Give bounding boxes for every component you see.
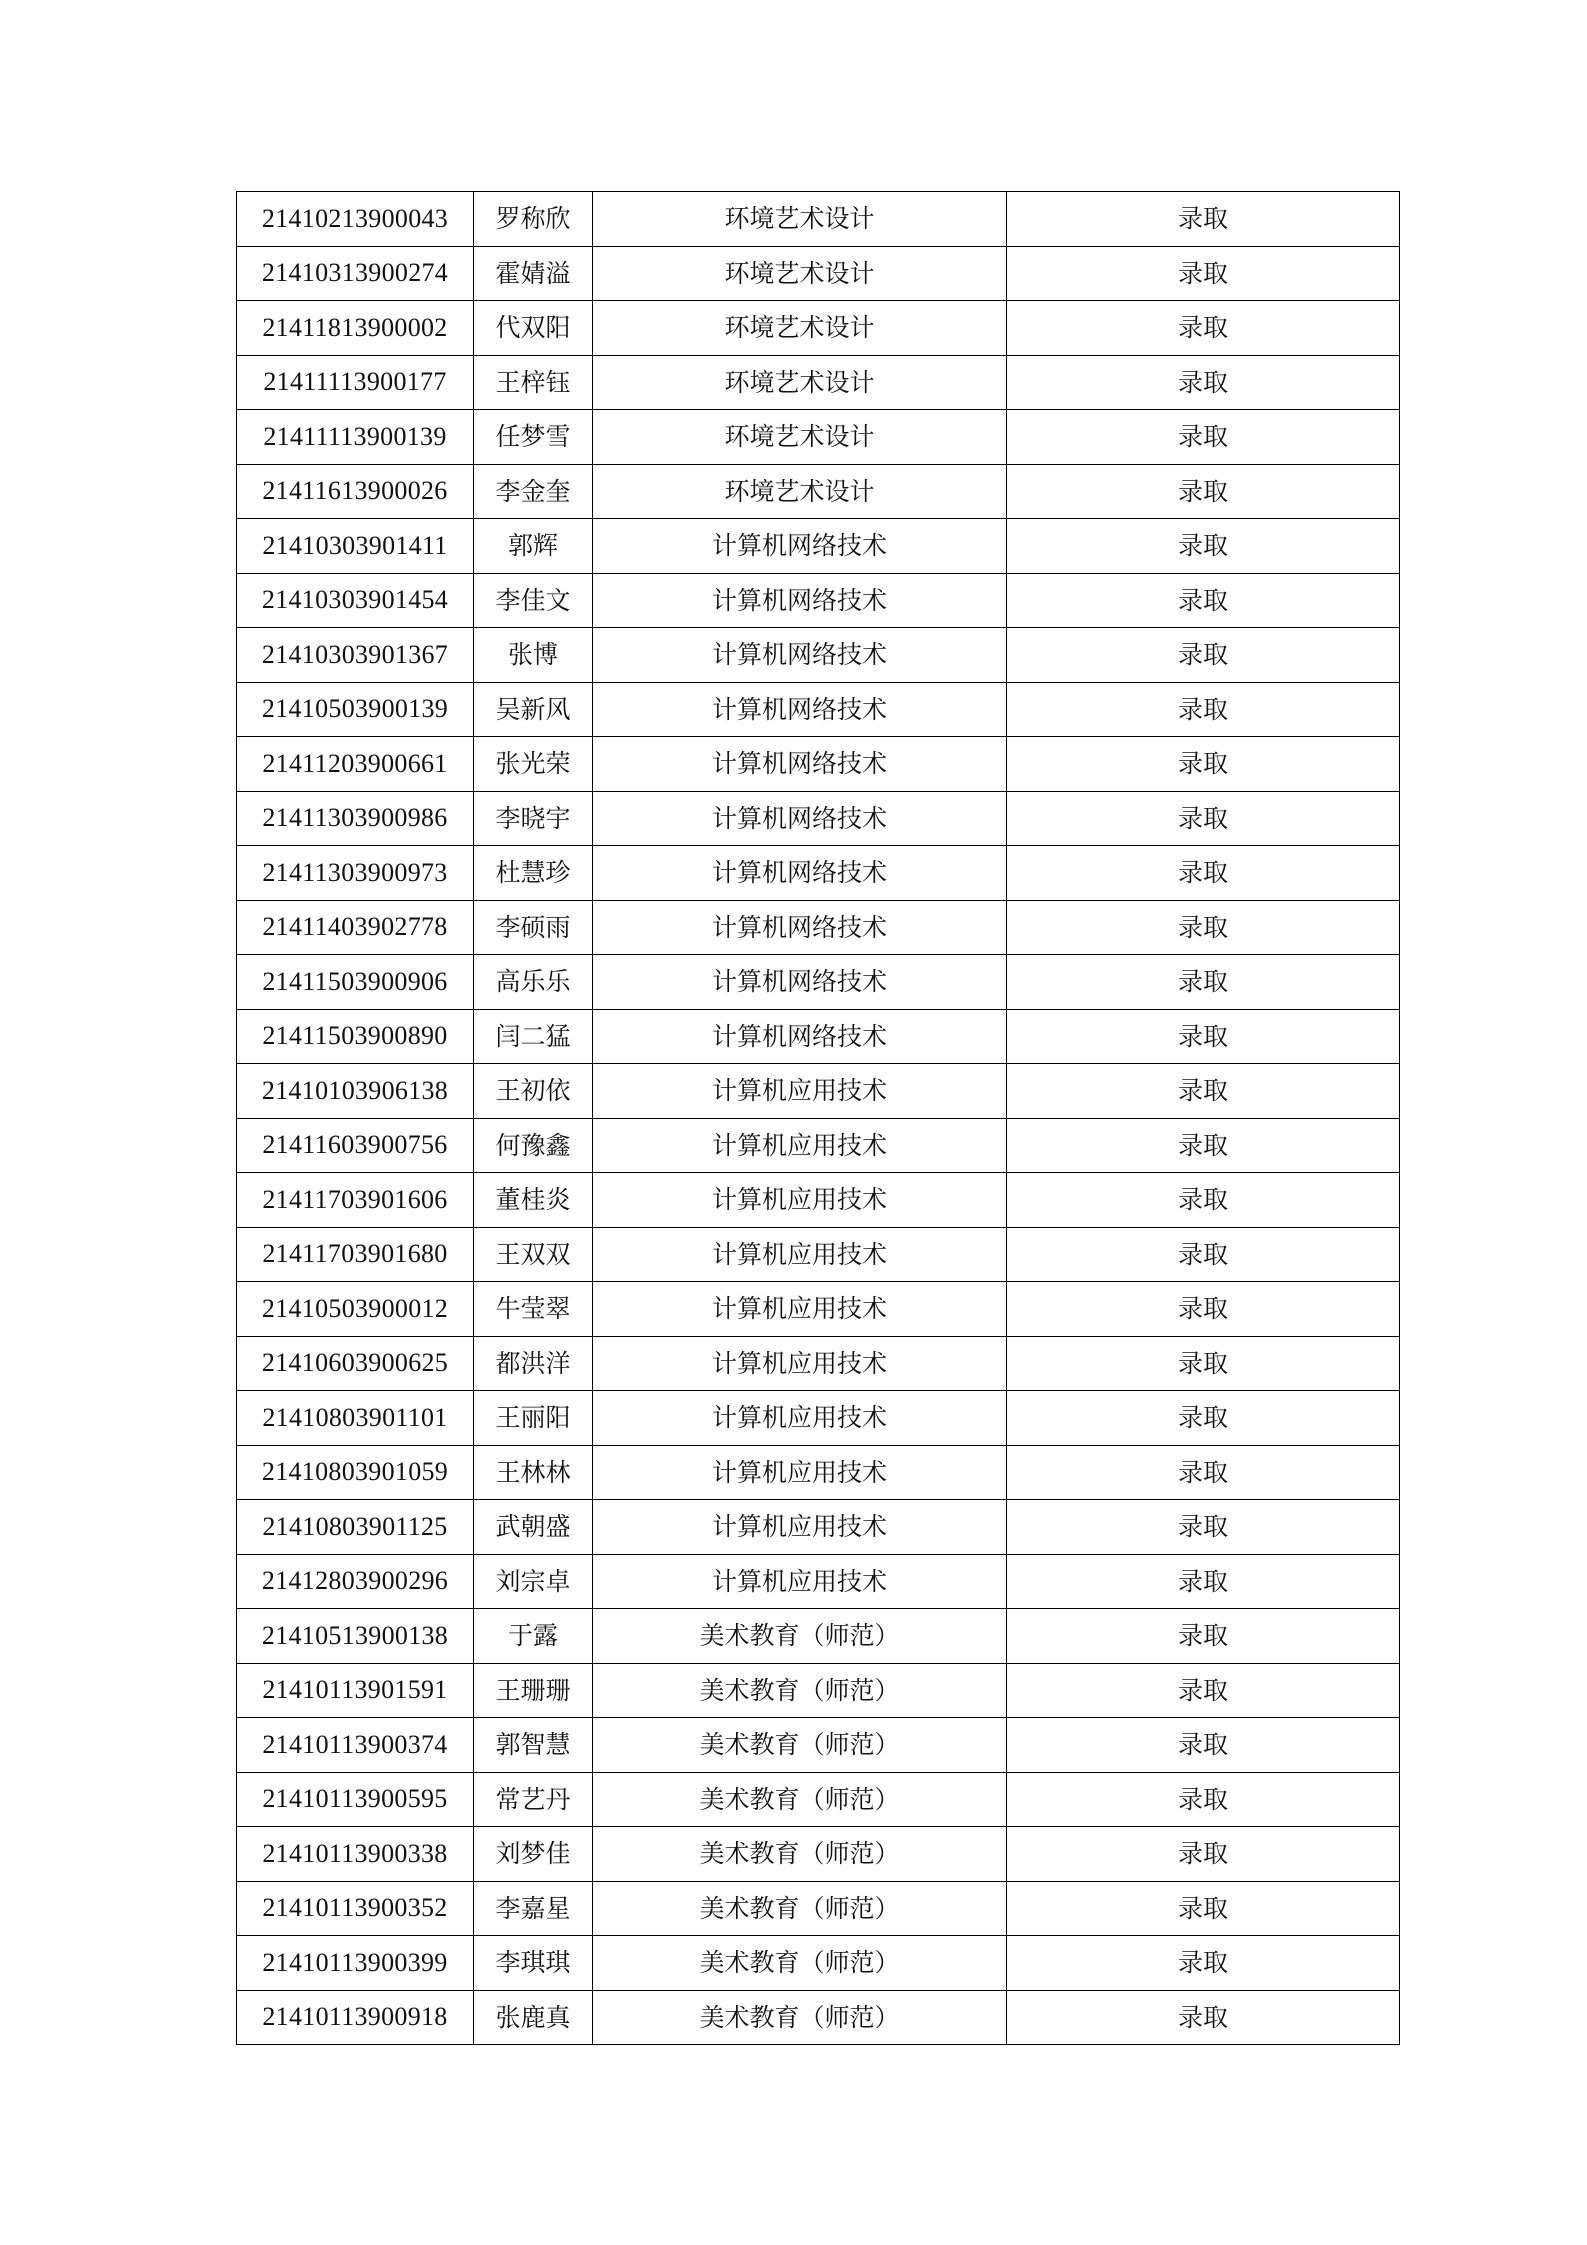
major-cell: 环境艺术设计: [593, 192, 1007, 247]
admission-status-cell: 录取: [1007, 955, 1400, 1010]
admission-status-cell: 录取: [1007, 1173, 1400, 1228]
candidate-id-cell: 21410513900138: [237, 1609, 474, 1664]
candidate-id-cell: 21411503900906: [237, 955, 474, 1010]
candidate-id-cell: 21411203900661: [237, 737, 474, 792]
admission-status-cell: 录取: [1007, 246, 1400, 301]
candidate-id-cell: 21410113901591: [237, 1663, 474, 1718]
candidate-id-cell: 21411303900973: [237, 846, 474, 901]
candidate-id-cell: 21410113900374: [237, 1718, 474, 1773]
admission-status-cell: 录取: [1007, 410, 1400, 465]
major-cell: 美术教育（师范）: [593, 1663, 1007, 1718]
major-cell: 计算机网络技术: [593, 846, 1007, 901]
table-row: [237, 791, 1400, 846]
candidate-name-cell: 闫二猛: [474, 1009, 593, 1064]
table-row: [237, 955, 1400, 1010]
admission-status-cell: 录取: [1007, 737, 1400, 792]
major-cell: 计算机应用技术: [593, 1391, 1007, 1446]
candidate-id-cell: 21410113900595: [237, 1772, 474, 1827]
admission-status-cell: 录取: [1007, 192, 1400, 247]
candidate-id-cell: 21410213900043: [237, 192, 474, 247]
admission-status-cell: 录取: [1007, 355, 1400, 410]
candidate-id-cell: 21410503900012: [237, 1282, 474, 1337]
major-cell: 美术教育（师范）: [593, 1936, 1007, 1991]
table-row: [237, 1173, 1400, 1228]
candidate-id-cell: 21410113900399: [237, 1936, 474, 1991]
table-row: [237, 464, 1400, 519]
candidate-name-cell: 郭智慧: [474, 1718, 593, 1773]
table-row: [237, 246, 1400, 301]
table-row: [237, 1609, 1400, 1664]
candidate-name-cell: 霍婧溢: [474, 246, 593, 301]
candidate-name-cell: 刘宗卓: [474, 1554, 593, 1609]
major-cell: 计算机应用技术: [593, 1554, 1007, 1609]
admission-status-cell: 录取: [1007, 1391, 1400, 1446]
candidate-name-cell: 何豫鑫: [474, 1118, 593, 1173]
major-cell: 计算机网络技术: [593, 519, 1007, 574]
table-row: [237, 1118, 1400, 1173]
major-cell: 计算机应用技术: [593, 1118, 1007, 1173]
admission-status-cell: 录取: [1007, 1718, 1400, 1773]
admission-status-cell: 录取: [1007, 1609, 1400, 1664]
major-cell: 美术教育（师范）: [593, 1609, 1007, 1664]
candidate-id-cell: 21410313900274: [237, 246, 474, 301]
admission-status-cell: 录取: [1007, 1827, 1400, 1882]
candidate-name-cell: 李金奎: [474, 464, 593, 519]
table-row: [237, 1718, 1400, 1773]
candidate-name-cell: 罗称欣: [474, 192, 593, 247]
candidate-name-cell: 王双双: [474, 1227, 593, 1282]
admission-status-cell: 录取: [1007, 846, 1400, 901]
major-cell: 环境艺术设计: [593, 410, 1007, 465]
admission-status-cell: 录取: [1007, 900, 1400, 955]
candidate-id-cell: 21411603900756: [237, 1118, 474, 1173]
candidate-name-cell: 杜慧珍: [474, 846, 593, 901]
major-cell: 计算机网络技术: [593, 573, 1007, 628]
major-cell: 计算机应用技术: [593, 1173, 1007, 1228]
table-row: [237, 1554, 1400, 1609]
candidate-name-cell: 任梦雪: [474, 410, 593, 465]
candidate-id-cell: 21410303901367: [237, 628, 474, 683]
major-cell: 计算机网络技术: [593, 1009, 1007, 1064]
admission-status-cell: 录取: [1007, 1500, 1400, 1555]
table-row: [237, 1990, 1400, 2045]
admission-status-cell: 录取: [1007, 1009, 1400, 1064]
table-row: [237, 900, 1400, 955]
candidate-id-cell: 21410113900918: [237, 1990, 474, 2045]
candidate-name-cell: 张博: [474, 628, 593, 683]
table-row: [237, 1009, 1400, 1064]
table-row: [237, 1227, 1400, 1282]
candidate-id-cell: 21410503900139: [237, 682, 474, 737]
candidate-id-cell: 21411613900026: [237, 464, 474, 519]
candidate-name-cell: 刘梦佳: [474, 1827, 593, 1882]
major-cell: 计算机应用技术: [593, 1064, 1007, 1119]
major-cell: 美术教育（师范）: [593, 1827, 1007, 1882]
major-cell: 美术教育（师范）: [593, 1772, 1007, 1827]
candidate-name-cell: 牛莹翠: [474, 1282, 593, 1337]
admission-status-cell: 录取: [1007, 573, 1400, 628]
candidate-id-cell: 21411113900177: [237, 355, 474, 410]
admission-status-cell: 录取: [1007, 628, 1400, 683]
candidate-name-cell: 常艺丹: [474, 1772, 593, 1827]
table-row: [237, 1936, 1400, 1991]
candidate-name-cell: 都洪洋: [474, 1336, 593, 1391]
candidate-name-cell: 吴新风: [474, 682, 593, 737]
candidate-name-cell: 王林林: [474, 1445, 593, 1500]
table-row: [237, 1500, 1400, 1555]
candidate-name-cell: 张鹿真: [474, 1990, 593, 2045]
table-row: [237, 192, 1400, 247]
candidate-id-cell: 21411703901680: [237, 1227, 474, 1282]
admission-status-cell: 录取: [1007, 1227, 1400, 1282]
table-row: [237, 410, 1400, 465]
admission-status-cell: 录取: [1007, 519, 1400, 574]
candidate-name-cell: 郭辉: [474, 519, 593, 574]
table-row: [237, 628, 1400, 683]
candidate-id-cell: 21410803901059: [237, 1445, 474, 1500]
table-row: [237, 355, 1400, 410]
major-cell: 计算机应用技术: [593, 1500, 1007, 1555]
admission-status-cell: 录取: [1007, 1936, 1400, 1991]
admission-status-cell: 录取: [1007, 1554, 1400, 1609]
major-cell: 计算机应用技术: [593, 1227, 1007, 1282]
candidate-id-cell: 21411503900890: [237, 1009, 474, 1064]
candidate-name-cell: 李琪琪: [474, 1936, 593, 1991]
table-row: [237, 737, 1400, 792]
admission-status-cell: 录取: [1007, 1881, 1400, 1936]
candidate-name-cell: 李嘉星: [474, 1881, 593, 1936]
admission-table: [236, 191, 1400, 2045]
table-row: [237, 1663, 1400, 1718]
major-cell: 计算机应用技术: [593, 1445, 1007, 1500]
table-row: [237, 1336, 1400, 1391]
candidate-name-cell: 李佳文: [474, 573, 593, 628]
candidate-name-cell: 王初依: [474, 1064, 593, 1119]
major-cell: 计算机网络技术: [593, 628, 1007, 683]
candidate-name-cell: 王丽阳: [474, 1391, 593, 1446]
candidate-id-cell: 21410113900338: [237, 1827, 474, 1882]
candidate-id-cell: 21410303901454: [237, 573, 474, 628]
candidate-id-cell: 21411303900986: [237, 791, 474, 846]
admission-status-cell: 录取: [1007, 1282, 1400, 1337]
major-cell: 计算机应用技术: [593, 1336, 1007, 1391]
candidate-id-cell: 21410803901125: [237, 1500, 474, 1555]
admission-status-cell: 录取: [1007, 1772, 1400, 1827]
candidate-id-cell: 21411113900139: [237, 410, 474, 465]
candidate-name-cell: 王梓钰: [474, 355, 593, 410]
major-cell: 计算机网络技术: [593, 900, 1007, 955]
major-cell: 计算机网络技术: [593, 791, 1007, 846]
major-cell: 计算机网络技术: [593, 737, 1007, 792]
admission-status-cell: 录取: [1007, 682, 1400, 737]
candidate-name-cell: 董桂炎: [474, 1173, 593, 1228]
admission-status-cell: 录取: [1007, 1445, 1400, 1500]
admission-status-cell: 录取: [1007, 1064, 1400, 1119]
candidate-id-cell: 21410603900625: [237, 1336, 474, 1391]
admission-status-cell: 录取: [1007, 1990, 1400, 2045]
major-cell: 计算机网络技术: [593, 682, 1007, 737]
admission-status-cell: 录取: [1007, 1336, 1400, 1391]
table-row: [237, 846, 1400, 901]
table-row: [237, 682, 1400, 737]
candidate-name-cell: 李晓宇: [474, 791, 593, 846]
major-cell: 环境艺术设计: [593, 355, 1007, 410]
candidate-name-cell: 王珊珊: [474, 1663, 593, 1718]
candidate-id-cell: 21412803900296: [237, 1554, 474, 1609]
candidate-name-cell: 于露: [474, 1609, 593, 1664]
candidate-name-cell: 代双阳: [474, 301, 593, 356]
major-cell: 计算机网络技术: [593, 955, 1007, 1010]
admission-table-body: [237, 192, 1400, 2045]
table-row: [237, 573, 1400, 628]
admission-status-cell: 录取: [1007, 464, 1400, 519]
candidate-id-cell: 21411813900002: [237, 301, 474, 356]
candidate-id-cell: 21410103906138: [237, 1064, 474, 1119]
admission-status-cell: 录取: [1007, 301, 1400, 356]
major-cell: 计算机应用技术: [593, 1282, 1007, 1337]
admission-status-cell: 录取: [1007, 1663, 1400, 1718]
candidate-id-cell: 21411703901606: [237, 1173, 474, 1228]
candidate-id-cell: 21410803901101: [237, 1391, 474, 1446]
candidate-name-cell: 高乐乐: [474, 955, 593, 1010]
admission-status-cell: 录取: [1007, 1118, 1400, 1173]
major-cell: 环境艺术设计: [593, 246, 1007, 301]
major-cell: 环境艺术设计: [593, 464, 1007, 519]
candidate-name-cell: 李硕雨: [474, 900, 593, 955]
table-row: [237, 1064, 1400, 1119]
table-row: [237, 1827, 1400, 1882]
major-cell: 环境艺术设计: [593, 301, 1007, 356]
candidate-id-cell: 21410113900352: [237, 1881, 474, 1936]
table-row: [237, 1881, 1400, 1936]
major-cell: 美术教育（师范）: [593, 1718, 1007, 1773]
table-row: [237, 1445, 1400, 1500]
table-row: [237, 301, 1400, 356]
major-cell: 美术教育（师范）: [593, 1881, 1007, 1936]
candidate-name-cell: 张光荣: [474, 737, 593, 792]
admission-status-cell: 录取: [1007, 791, 1400, 846]
table-row: [237, 1282, 1400, 1337]
candidate-name-cell: 武朝盛: [474, 1500, 593, 1555]
table-row: [237, 1772, 1400, 1827]
candidate-id-cell: 21410303901411: [237, 519, 474, 574]
table-row: [237, 519, 1400, 574]
major-cell: 美术教育（师范）: [593, 1990, 1007, 2045]
table-row: [237, 1391, 1400, 1446]
candidate-id-cell: 21411403902778: [237, 900, 474, 955]
